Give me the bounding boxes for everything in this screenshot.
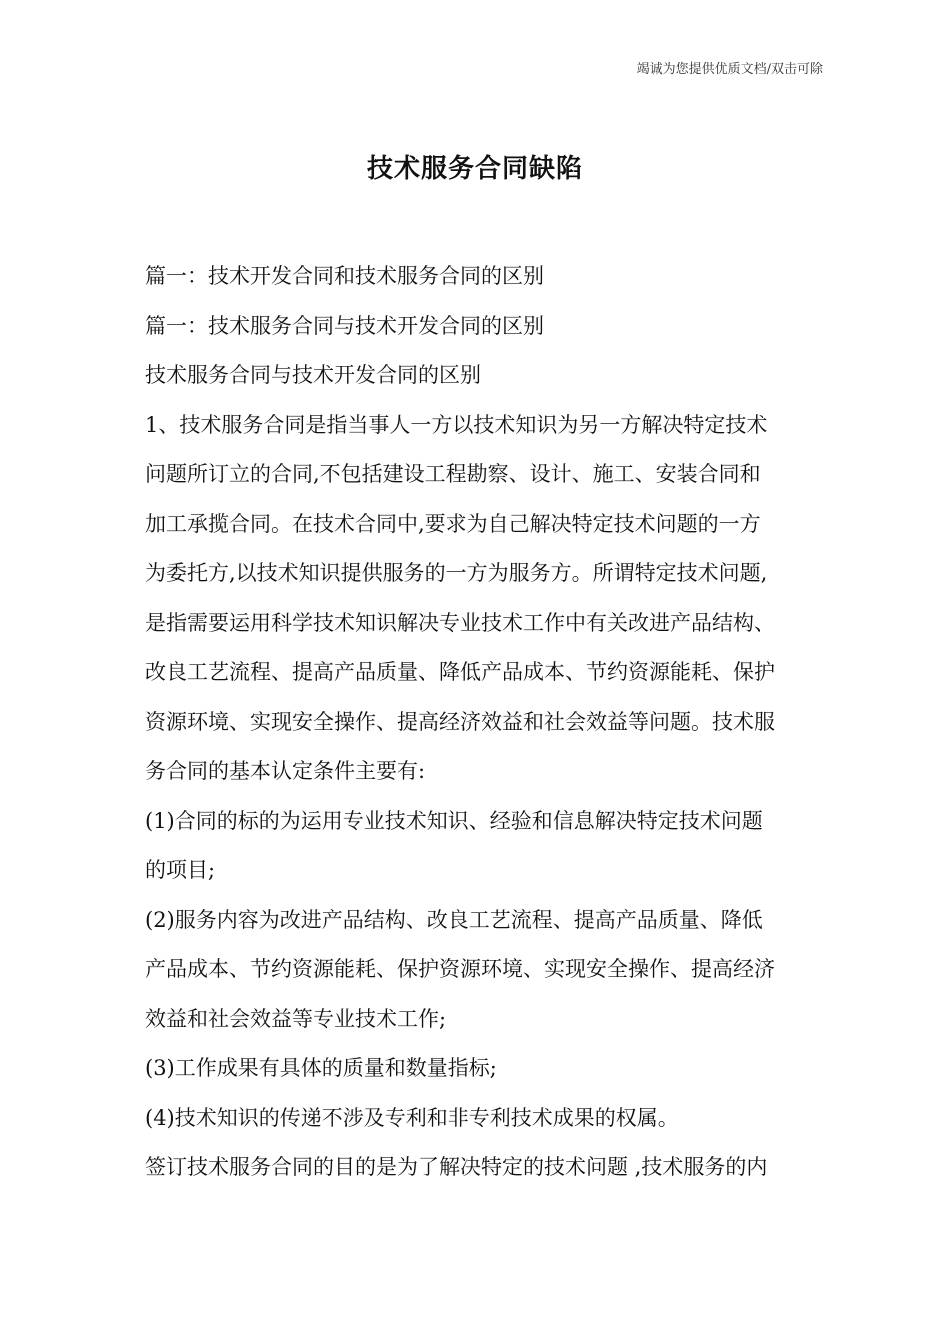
document-body <box>145 252 825 1193</box>
body-line: 签订技术服务合同的目的是为了解决特定的技术问题 ,技术服务的内 <box>145 1155 768 1179</box>
body-line: 务合同的基本认定条件主要有: <box>145 759 426 783</box>
body-line: 的项目; <box>145 858 216 882</box>
body-line: 为委托方,以技术知识提供服务的一方为服务方。所谓特定技术问题, <box>145 561 768 585</box>
body-line: (1)合同的标的为运用专业技术知识、经验和信息解决特定技术问题 <box>145 808 763 833</box>
body-line: 篇一：技术服务合同与技术开发合同的区别 <box>145 313 544 338</box>
body-line: 资源环境、实现安全操作、提高经济效益和社会效益等问题。技术服 <box>145 709 775 734</box>
document-title: 技术服务合同缺陷 <box>366 154 583 184</box>
body-line: (2)服务内容为改进产品结构、改良工艺流程、提高产品质量、降低 <box>145 907 763 932</box>
body-line: 问题所订立的合同,不包括建设工程勘察、设计、施工、安装合同和 <box>145 462 761 486</box>
body-line: (3)工作成果有具体的质量和数量指标; <box>145 1056 497 1080</box>
body-line: 加工承揽合同。在技术合同中,要求为自己解决特定技术问题的一方 <box>145 511 761 536</box>
body-line: 产品成本、节约资源能耗、保护资源环境、实现安全操作、提高经济 <box>145 957 775 981</box>
body-line: 是指需要运用科学技术知识解决专业技术工作中有关改进产品结构、 <box>145 610 775 635</box>
body-line: 1、技术服务合同是指当事人一方以技术知识为另一方解决特定技术 <box>145 412 768 437</box>
header-note: 竭诚为您提供优质文档/双击可除 <box>636 62 823 77</box>
body-line: 篇一：技术开发合同和技术服务合同的区别 <box>145 264 544 288</box>
body-line: (4)技术知识的传递不涉及专利和非专利技术成果的权属。 <box>145 1105 679 1130</box>
body-line: 改良工艺流程、提高产品质量、降低产品成本、节约资源能耗、保护 <box>145 660 775 684</box>
body-line: 技术服务合同与技术开发合同的区别 <box>145 363 481 387</box>
body-line: 效益和社会效益等专业技术工作; <box>145 1006 447 1031</box>
